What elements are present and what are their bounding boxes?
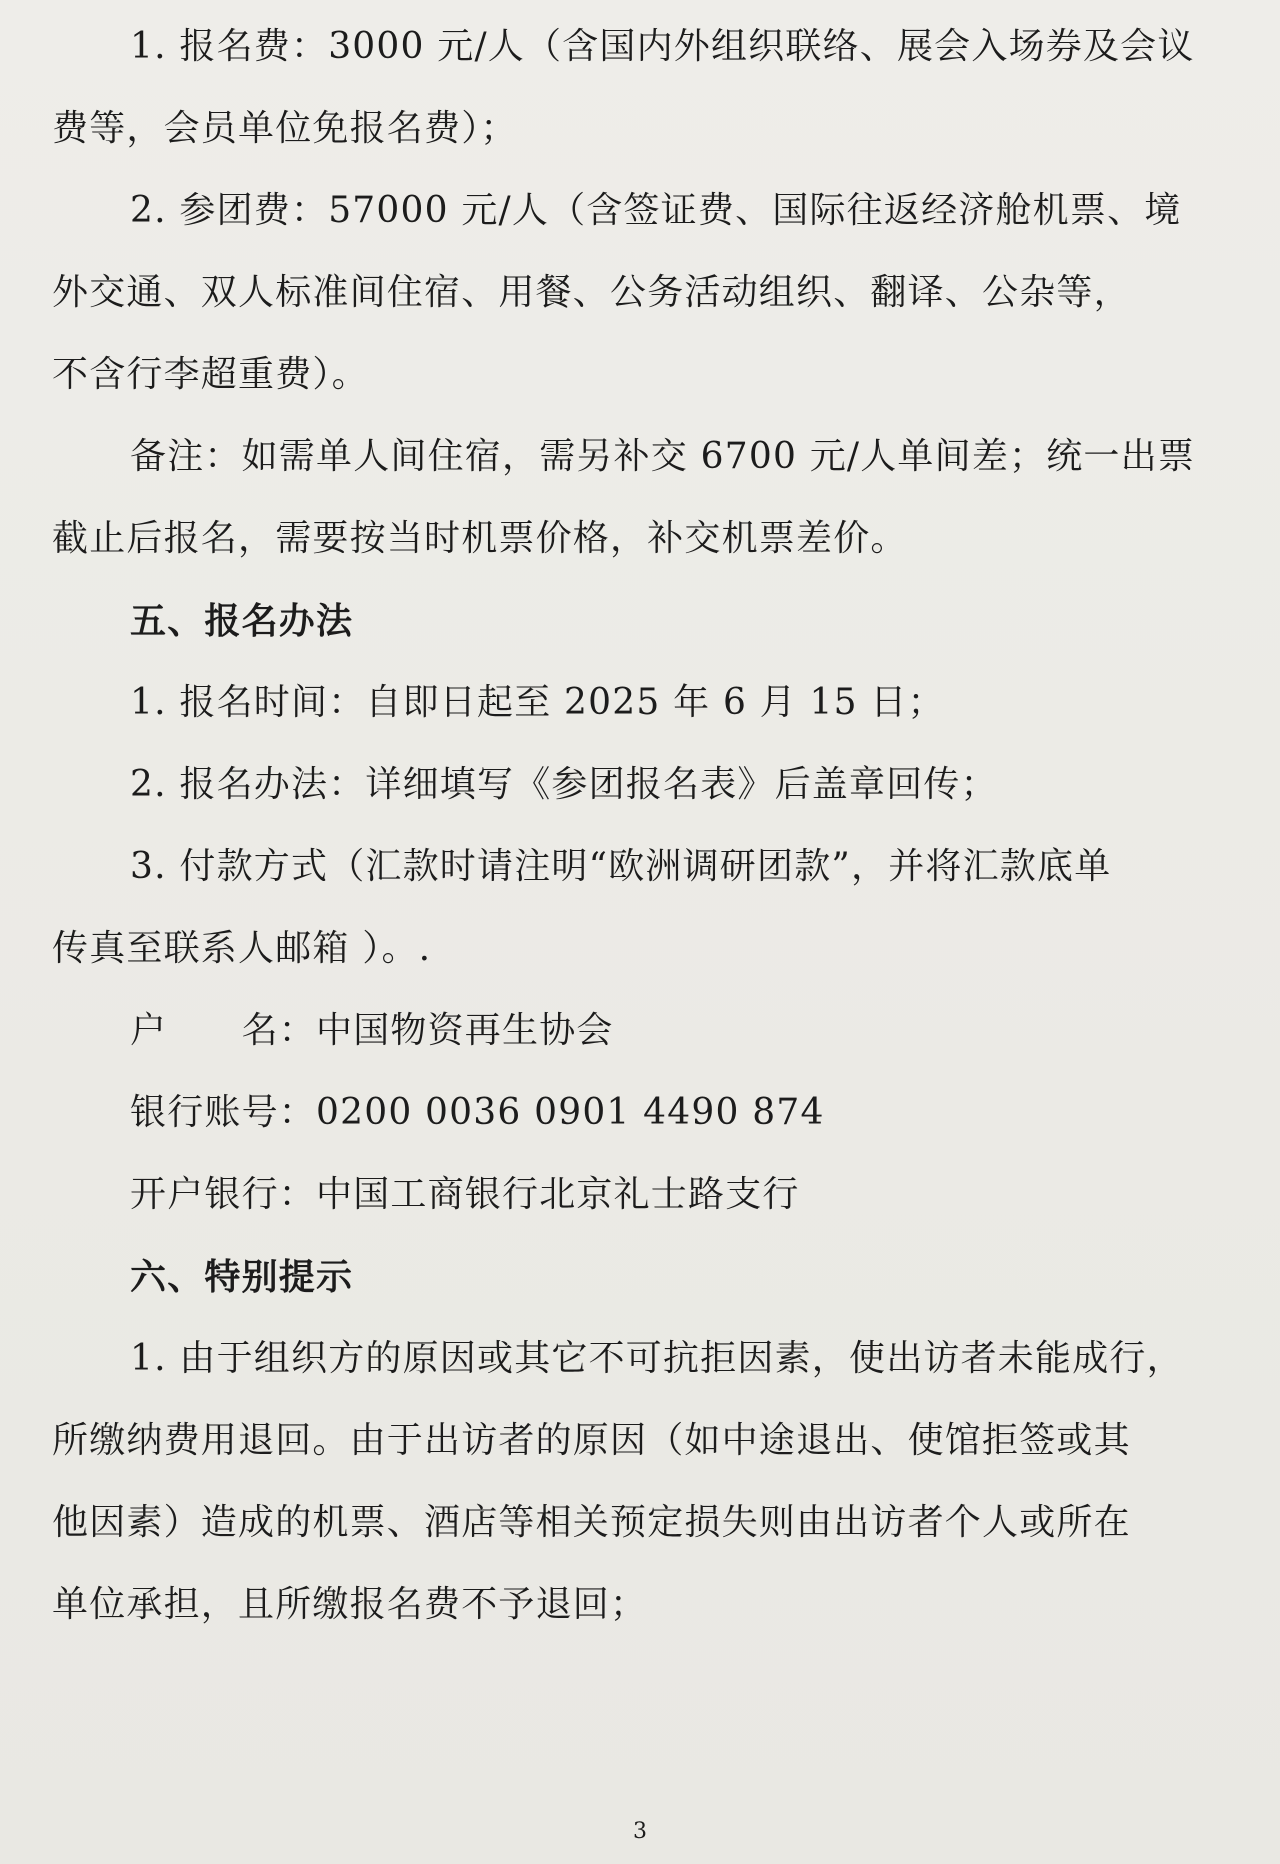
fee-registration-line-1: 1. 报名费：3000 元/人（含国内外组织联络、展会入场券及会议 bbox=[130, 26, 1195, 67]
section-heading-registration: 五、报名办法 bbox=[130, 600, 354, 642]
fee-group-line-3: 不含行李超重费）。 bbox=[52, 354, 369, 395]
payment-method-line-1: 3. 付款方式（汇款时请注明“欧洲调研团款”，并将汇款底单 bbox=[130, 846, 1112, 887]
registration-method-line: 2. 报名办法：详细填写《参团报名表》后盖章回传； bbox=[130, 764, 998, 805]
section-heading-special-notice: 六、特别提示 bbox=[130, 1256, 354, 1298]
notice-line-1: 1. 由于组织方的原因或其它不可抗拒因素，使出访者未能成行， bbox=[130, 1338, 1184, 1379]
notice-line-4: 单位承担，且所缴报名费不予退回； bbox=[52, 1584, 648, 1625]
fee-group-line-1: 2. 参团费：57000 元/人（含签证费、国际往返经济舱机票、境 bbox=[130, 190, 1182, 231]
payment-method-line-2: 传真至联系人邮箱 ）。. bbox=[52, 928, 432, 969]
remark-line-1: 备注：如需单人间住宿，需另补交 6700 元/人单间差；统一出票 bbox=[130, 436, 1196, 477]
registration-time-line: 1. 报名时间：自即日起至 2025 年 6 月 15 日； bbox=[130, 682, 945, 723]
remark-line-2: 截止后报名，需要按当时机票价格，补交机票差价。 bbox=[52, 518, 908, 559]
notice-line-3: 他因素）造成的机票、酒店等相关预定损失则由出访者个人或所在 bbox=[52, 1502, 1131, 1543]
bank-account-line: 银行账号：0200 0036 0901 4490 874 bbox=[130, 1092, 825, 1133]
account-name-line: 户 名：中国物资再生协会 bbox=[130, 1010, 614, 1051]
bank-name-line: 开户银行：中国工商银行北京礼士路支行 bbox=[130, 1174, 800, 1215]
fee-registration-line-2: 费等，会员单位免报名费）； bbox=[52, 108, 518, 149]
fee-group-line-2: 外交通、双人标准间住宿、用餐、公务活动组织、翻译、公杂等， bbox=[52, 272, 1131, 313]
notice-line-2: 所缴纳费用退回。由于出访者的原因（如中途退出、使馆拒签或其 bbox=[52, 1420, 1131, 1461]
page-number: 3 bbox=[633, 1819, 647, 1844]
